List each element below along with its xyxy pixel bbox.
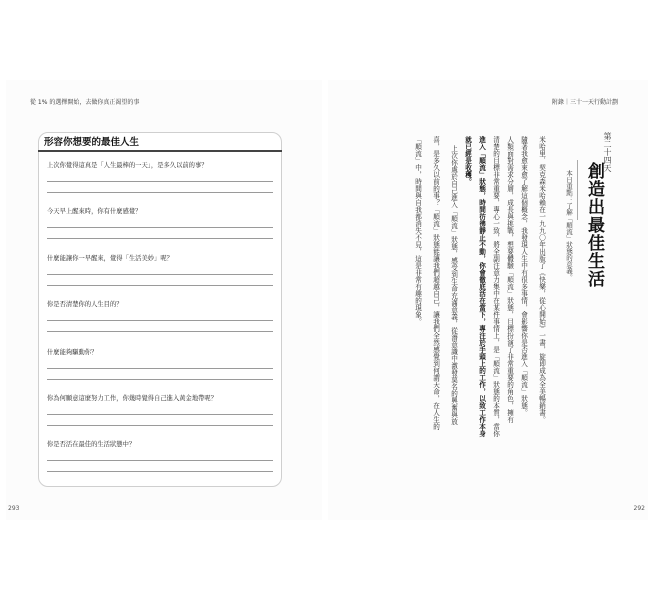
answer-line[interactable] [47, 379, 273, 380]
left-page-number: 293 [8, 505, 20, 512]
chapter-subtitle: 本日重點：了解「順流」狀態的意義。 [565, 170, 573, 281]
body-column-3: 人類面對需求分層，成長與挑戰，想要體驗「順流」狀態，目標扮演了非常重要的角色，擁有 [505, 136, 514, 423]
right-page [328, 80, 648, 520]
question-6: 你為何願意這麼努力工作，你幾時覺得自己進入黃金地帶呢？ [47, 395, 218, 402]
worksheet-title-rule [38, 150, 282, 152]
answer-line[interactable] [47, 227, 273, 228]
body-column-6: 就已經是收穫。 [463, 136, 472, 185]
answer-line[interactable] [47, 181, 273, 182]
body-column-8: 喜，是多久以前的事？「順流」狀態能讓我們超越自己，讓我們全然感覺到何謂天命，在人生的 [431, 136, 440, 430]
body-column-1: 米哈里．契克森米哈賴在一九九〇年出版了《快樂，從心開始》一書，旋即成為全美暢銷書。 [537, 136, 546, 423]
answer-line[interactable] [47, 285, 273, 286]
body-column-5: 進入「順流」狀態，時間彷彿靜止不動，你會徹底活在當下，專注於手頭上的工作，以致工作本身 [477, 136, 486, 437]
answer-line[interactable] [47, 471, 273, 472]
body-column-9: 「順流」中，時間與自我都消失不見，這是非常有趣的現象。 [413, 136, 422, 325]
answer-line[interactable] [47, 414, 273, 415]
worksheet-box [38, 132, 282, 487]
body-column-4: 清楚的目標非常重要，專心一致，將全副注意力集中在某件事情上，是「順流」狀態的本質，當你 [491, 136, 500, 437]
left-running-header: 從 1% 的選擇開始，去做你真正渴望的事 [30, 99, 140, 106]
question-7: 你是否活在最佳的生活狀態中？ [47, 441, 136, 448]
answer-line[interactable] [47, 460, 273, 461]
chapter-divider [577, 160, 578, 220]
right-page-number: 292 [633, 505, 645, 512]
chapter-label: 第二十四天 [603, 132, 612, 172]
answer-line[interactable] [47, 425, 273, 426]
question-1: 上次你覺得這真是「人生最棒的一天」，是多久以前的事？ [47, 162, 208, 169]
worksheet-title: 形容你想要的最佳人生 [44, 137, 140, 148]
right-running-header: 附錄｜三十一天行動計劃 [551, 99, 618, 106]
answer-line[interactable] [47, 320, 273, 321]
answer-line[interactable] [47, 274, 273, 275]
question-2: 今天早上醒來時，你有什麼感覺？ [47, 208, 142, 215]
question-3: 什麼能讓你一早醒來，覺得「生活美妙」呢？ [47, 255, 173, 262]
question-4: 你是否清楚你的人生目的？ [47, 301, 123, 308]
chapter-title: 創造出最佳生活 [584, 162, 604, 288]
answer-line[interactable] [47, 192, 273, 193]
answer-line[interactable] [47, 238, 273, 239]
question-5: 什麼能夠驅動你？ [47, 349, 98, 356]
body-column-2: 隨著我愈來愈了解這個概念，我發現人生中有很多事情，會影響你是否進入「順流」狀態。 [519, 136, 528, 416]
body-column-7: 上次你處於自己進入「順流」狀態，感受到生命充滿意義，從潛意識中激發莫名的興奮與放 [449, 145, 458, 425]
answer-line[interactable] [47, 368, 273, 369]
answer-line[interactable] [47, 331, 273, 332]
